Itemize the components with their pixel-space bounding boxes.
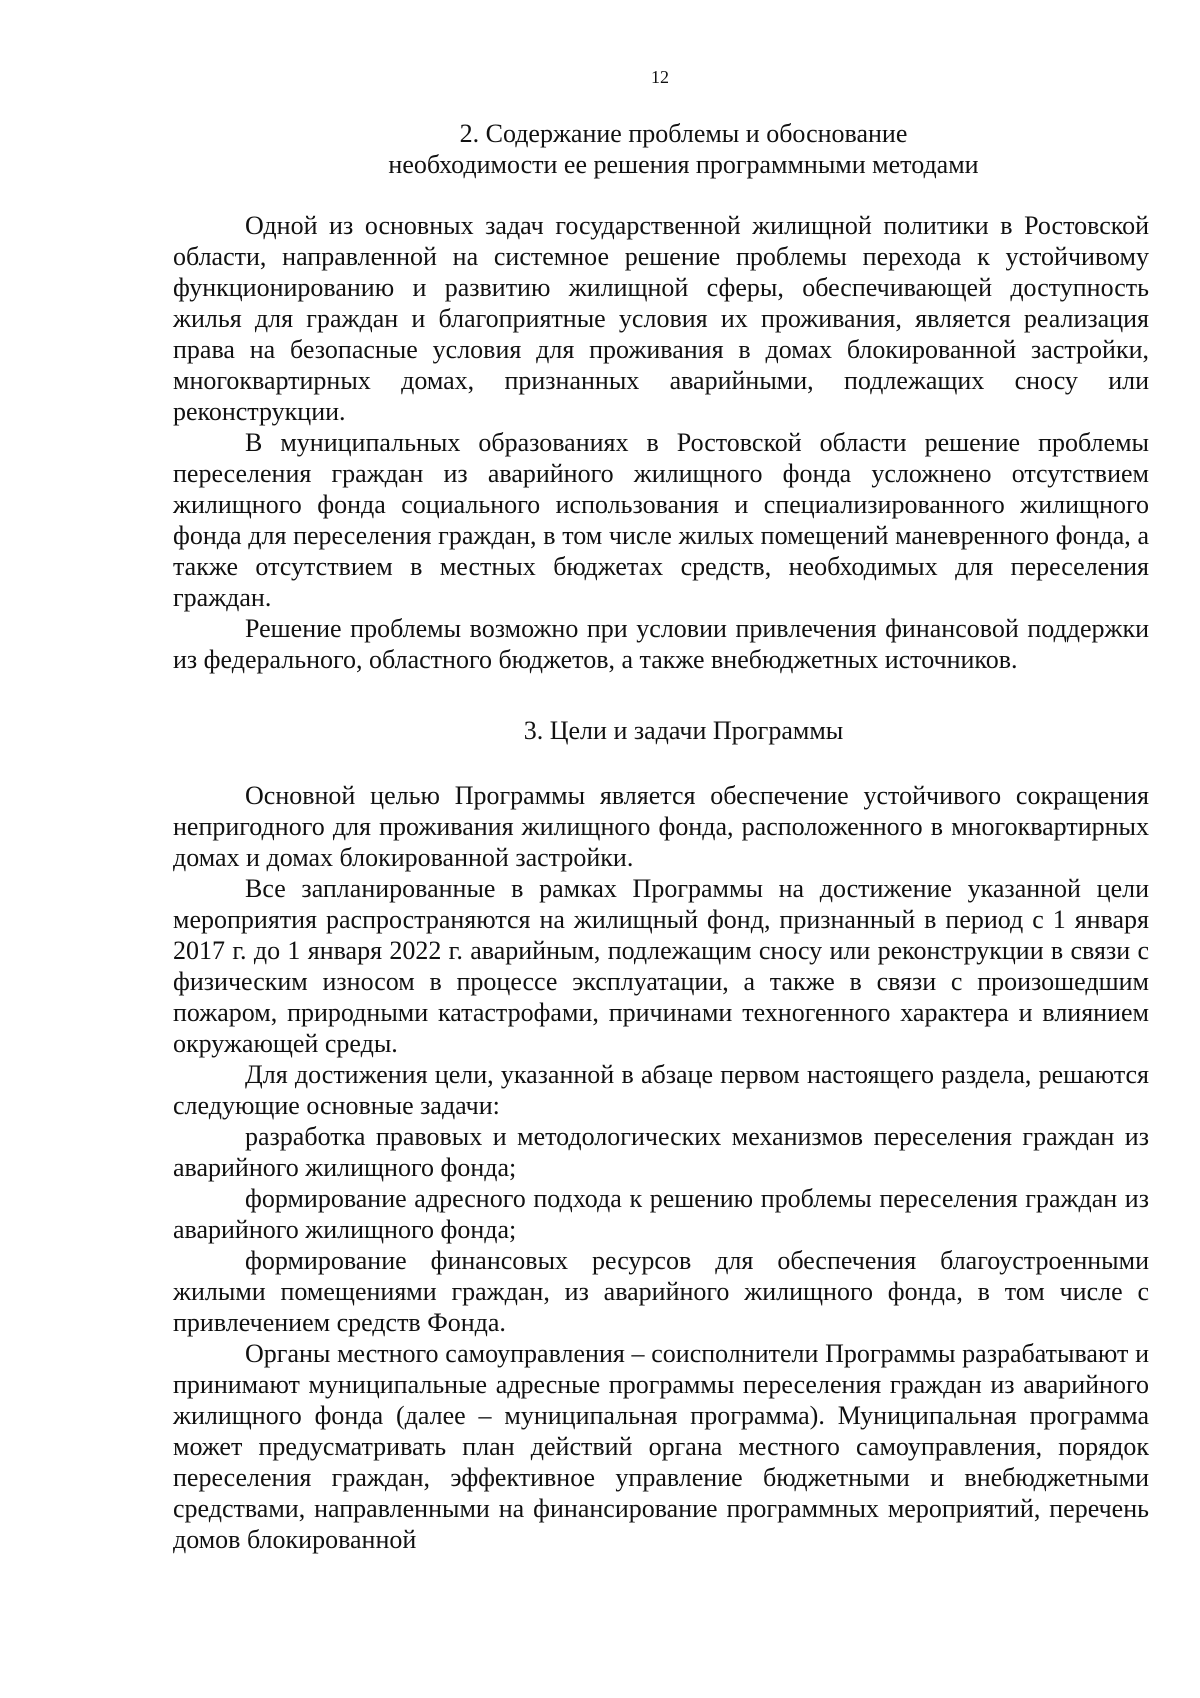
section-3-task-3: формирование финансовых ресурсов для обеспечения благоустроенными жилыми помещениями граждан, из аварийного жилищного фонда, в том числе с привлечением средств Фонда. [173, 1246, 1149, 1337]
section-2-paragraph-3: Решение проблемы возможно при условии привлечения финансовой поддержки из федерального, областного бюджетов, а также внебюджетных источников. [173, 614, 1149, 674]
section-3-paragraph-3: Для достижения цели, указанной в абзаце первом настоящего раздела, решаются следующие основные задачи: [173, 1060, 1149, 1120]
section-2-paragraph-2: В муниципальных образованиях в Ростовской области решение проблемы переселения граждан из аварийного жилищного фонда усложнено отсутствием жилищного фонда социального использования и специализированного жилищного фонда для переселения граждан, в том числе жилых помещений маневренного фонда, а также отсутствием в местных бюджетах средств, необходимых для переселения граждан. [173, 428, 1149, 612]
section-2-paragraph-1: Одной из основных задач государственной жилищной политики в Ростовской области, направленной на системное решение проблемы перехода к устойчивому функционированию и развитию жилищной сферы, обеспечивающей доступность жилья для граждан и благоприятные условия их проживания, является реализация права на безопасные условия для проживания в домах блокированной застройки, многоквартирных домах, признанных аварийными, подлежащих сносу или реконструкции. [173, 211, 1149, 426]
section-2-heading [173, 118, 1149, 180]
section-2-heading-line-1: 2. Содержание проблемы и обоснование [459, 119, 908, 148]
page-body [173, 118, 1149, 1555]
page-number: 12 [651, 67, 669, 87]
section-3-paragraph-1: Основной целью Программы является обеспечение устойчивого сокращения непригодного для проживания жилищного фонда, расположенного в многоквартирных домах и домах блокированной застройки. [173, 781, 1149, 872]
section-2-heading-line-2: необходимости ее решения программными методами [388, 150, 979, 179]
section-3-task-2: формирование адресного подхода к решению проблемы переселения граждан из аварийного жилищного фонда; [173, 1184, 1149, 1244]
section-3-paragraph-4: Органы местного самоуправления – соисполнители Программы разрабатывают и принимают муниципальные адресные программы переселения граждан из аварийного жилищного фонда (далее – муниципальная программа). Муниципальная программа может предусматривать план действий органа местного самоуправления, порядок переселения граждан, эффективное управление бюджетными и внебюджетными средствами, направленными на финансирование программных мероприятий, перечень домов блокированной [173, 1339, 1149, 1554]
section-3-paragraph-2: Все запланированные в рамках Программы на достижение указанной цели мероприятия распространяются на жилищный фонд, признанный в период с 1 января 2017 г. до 1 января 2022 г. аварийным, подлежащим сносу или реконструкции в связи с физическим износом в процессе эксплуатации, а также в связи с произошедшим пожаром, природными катастрофами, причинами техногенного характера и влиянием окружающей среды. [173, 874, 1149, 1058]
section-3-task-1: разработка правовых и методологических механизмов переселения граждан из аварийного жилищного фонда; [173, 1122, 1149, 1182]
section-3-heading: 3. Цели и задачи Программы [523, 716, 844, 745]
